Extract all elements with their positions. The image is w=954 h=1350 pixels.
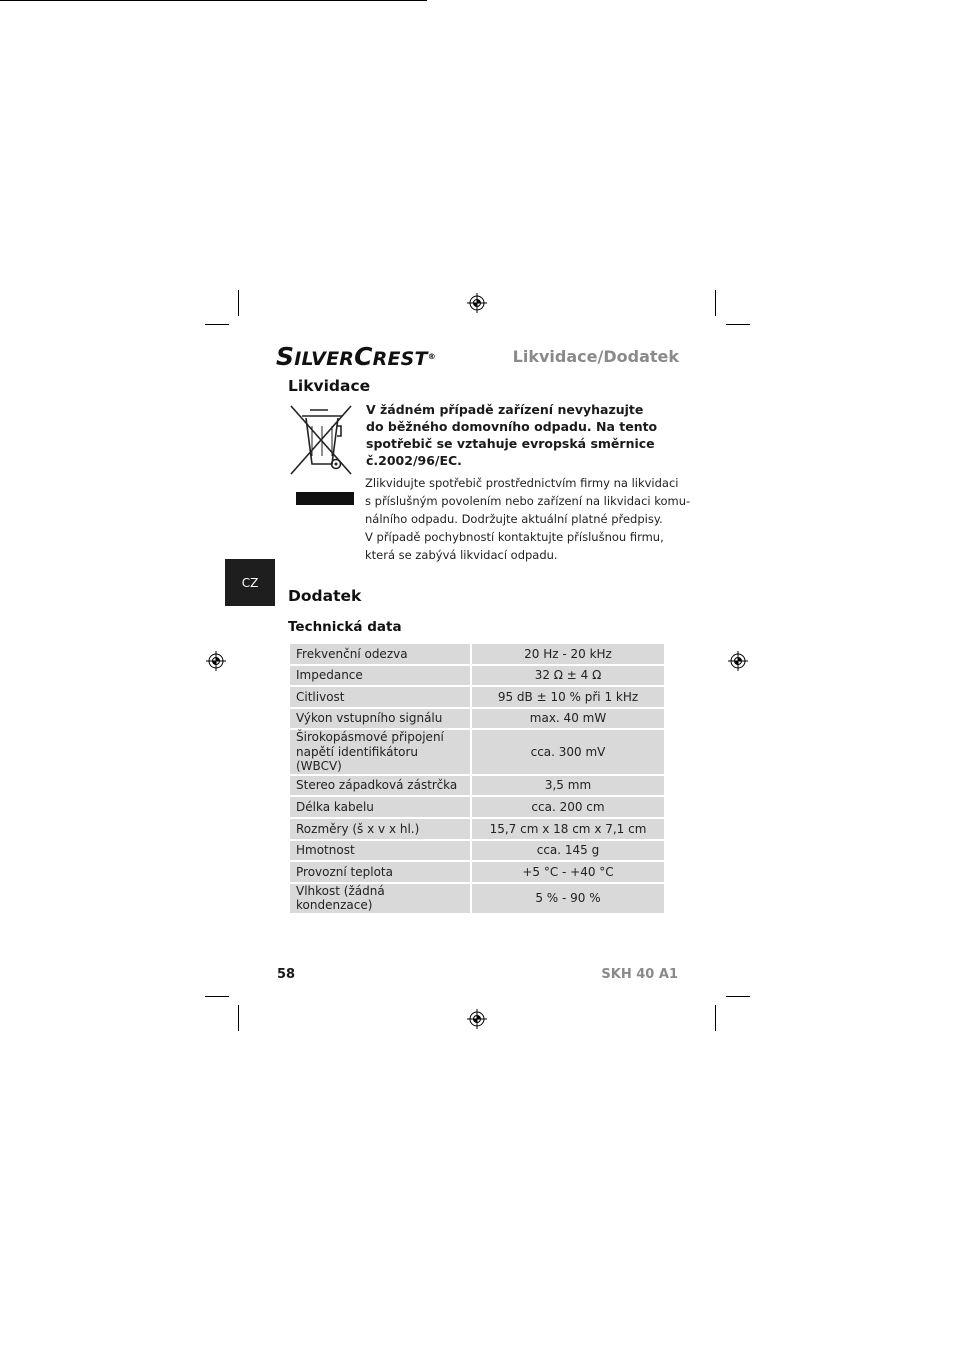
spec-label: Impedance: [290, 666, 470, 686]
spec-value: 3,5 mm: [472, 776, 664, 796]
spec-label: Vlhkost (žádná kondenzace): [290, 884, 470, 913]
page-number: 58: [277, 967, 296, 982]
spec-value: 95 dB ± 10 % při 1 kHz: [472, 687, 664, 707]
table-row: [290, 841, 664, 861]
spec-value: 15,7 cm x 18 cm x 7,1 cm: [472, 819, 664, 839]
table-row: [290, 687, 664, 707]
crop-mark: [205, 324, 229, 325]
spec-label: Výkon vstupního signálu: [290, 709, 470, 729]
spec-value: 5 % - 90 %: [472, 884, 664, 913]
spec-label: Délka kabelu: [290, 797, 470, 817]
table-row: [290, 666, 664, 686]
table-row: [290, 819, 664, 839]
spec-value: cca. 300 mV: [472, 730, 664, 774]
table-row: [290, 730, 664, 774]
table-row: [290, 644, 664, 664]
crop-mark: [205, 996, 229, 997]
model-number: SKH 40 A1: [601, 967, 678, 982]
table-row: [290, 709, 664, 729]
crop-mark: [715, 1005, 716, 1031]
section-heading-dodatek: Dodatek: [288, 587, 362, 605]
crop-mark: [715, 290, 716, 316]
spec-label: Citlivost: [290, 687, 470, 707]
table-row: [290, 884, 664, 913]
spec-value: cca. 200 cm: [472, 797, 664, 817]
registration-mark-icon: [466, 1008, 488, 1030]
disposal-instructions: Zlikvidujte spotřebič prostřednictvím firmy na likvidaci s příslušným povolením nebo zařízení na likvidaci komu- nálního odpadu. Dodržujte aktuální platné předpisy. V případě pochybností kontaktujte příslušnou firmu, která se zabývá likvidací odpadu.: [365, 476, 691, 562]
weee-bar: [296, 492, 354, 505]
spec-label: Rozměry (š x v x hl.): [290, 819, 470, 839]
technical-data-table: [288, 642, 666, 915]
disposal-warning: V žádném případě zařízení nevyhazujte do běžného domovního odpadu. Na tento spotřebič se vztahuje evropská směrnice č.2002/96/EC.: [366, 402, 658, 468]
spec-value: cca. 145 g: [472, 841, 664, 861]
crossed-out-bin-icon: [288, 402, 354, 477]
language-tab: CZ: [225, 559, 275, 606]
crop-mark: [726, 324, 750, 325]
silvercrest-logo: SILVERCREST®: [276, 342, 436, 371]
subheading-technical-data: Technická data: [288, 619, 402, 635]
spec-label: Širokopásmové připojení napětí identifikátoru (WBCV): [290, 730, 470, 774]
registration-mark-icon: [205, 650, 227, 672]
crop-mark: [238, 1005, 239, 1031]
spec-label: Hmotnost: [290, 841, 470, 861]
crop-mark: [726, 996, 750, 997]
spec-value: 32 Ω ± 4 Ω: [472, 666, 664, 686]
header-title: Likvidace/Dodatek: [512, 347, 679, 366]
crop-mark: [238, 290, 239, 316]
registration-mark-icon: [466, 292, 488, 314]
spec-value: +5 °C - +40 °C: [472, 862, 664, 882]
table-row: [290, 862, 664, 882]
spec-value: max. 40 mW: [472, 709, 664, 729]
spec-label: Stereo západková zástrčka: [290, 776, 470, 796]
header-rule: [0, 0, 427, 1]
section-heading-likvidace: Likvidace: [288, 377, 371, 395]
spec-label: Provozní teplota: [290, 862, 470, 882]
spec-value: 20 Hz - 20 kHz: [472, 644, 664, 664]
table-row: [290, 776, 664, 796]
table-row: [290, 797, 664, 817]
spec-label: Frekvenční odezva: [290, 644, 470, 664]
registration-mark-icon: [727, 650, 749, 672]
